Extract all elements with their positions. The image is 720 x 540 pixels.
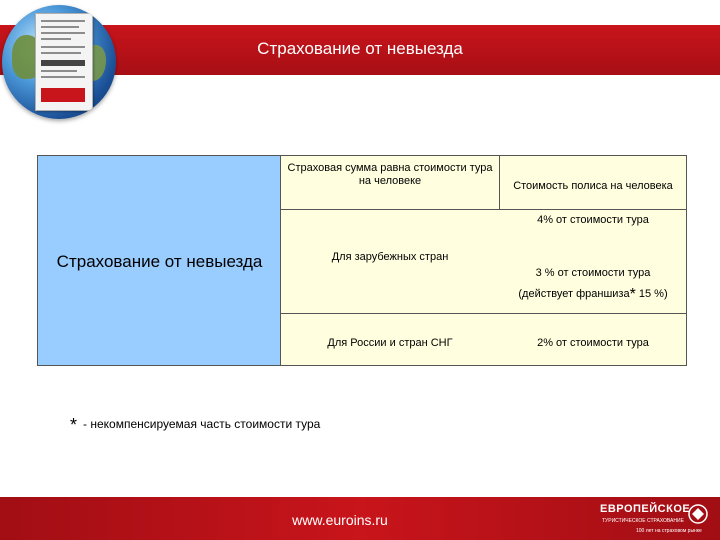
insurance-document-icon: [35, 13, 93, 111]
franchise-prefix: (действует франшиза: [518, 288, 630, 300]
page-title: Страхование от невыезда: [257, 39, 463, 58]
logo-tagline: 100 лет на страховом рынке: [636, 528, 702, 534]
footnote: [70, 415, 320, 436]
foreign-label: Для зарубежных стран: [331, 251, 449, 263]
footnote-text: - некомпенсируемая часть стоимости тура: [83, 417, 321, 431]
franchise-suffix: 15 %): [635, 288, 668, 300]
header-sum: Страховая сумма равна стоимости тура на человеке: [287, 162, 493, 187]
row-label-cell: [38, 156, 281, 365]
insurance-table: [37, 155, 687, 366]
franchise-star: *: [629, 286, 636, 303]
website-link[interactable]: www.euroins.ru: [292, 512, 388, 528]
row-label: Страхование от невыезда: [56, 252, 263, 271]
footer-bar: [0, 497, 720, 540]
header-divider: [281, 209, 686, 210]
franchise-note: [500, 288, 686, 301]
footnote-star: *: [70, 415, 78, 435]
foreign-cost-2: 3 % от стоимости тура: [535, 267, 651, 279]
russia-label: Для России и стран СНГ: [327, 337, 453, 349]
logo-name: ЕВРОПЕЙСКОЕ: [600, 503, 691, 515]
header-cost: Стоимость полиса на человека: [513, 180, 673, 192]
logo-mark-icon: [687, 503, 709, 525]
logo-subtitle: ТУРИСТИЧЕСКОЕ СТРАХОВАНИЕ: [602, 518, 684, 524]
foreign-cost-1: 4% от стоимости тура: [537, 214, 649, 226]
globe-logo-icon: [2, 5, 116, 119]
row-divider: [281, 313, 686, 314]
russia-cost: 2% от стоимости тура: [537, 337, 649, 349]
company-logo: [600, 501, 712, 537]
